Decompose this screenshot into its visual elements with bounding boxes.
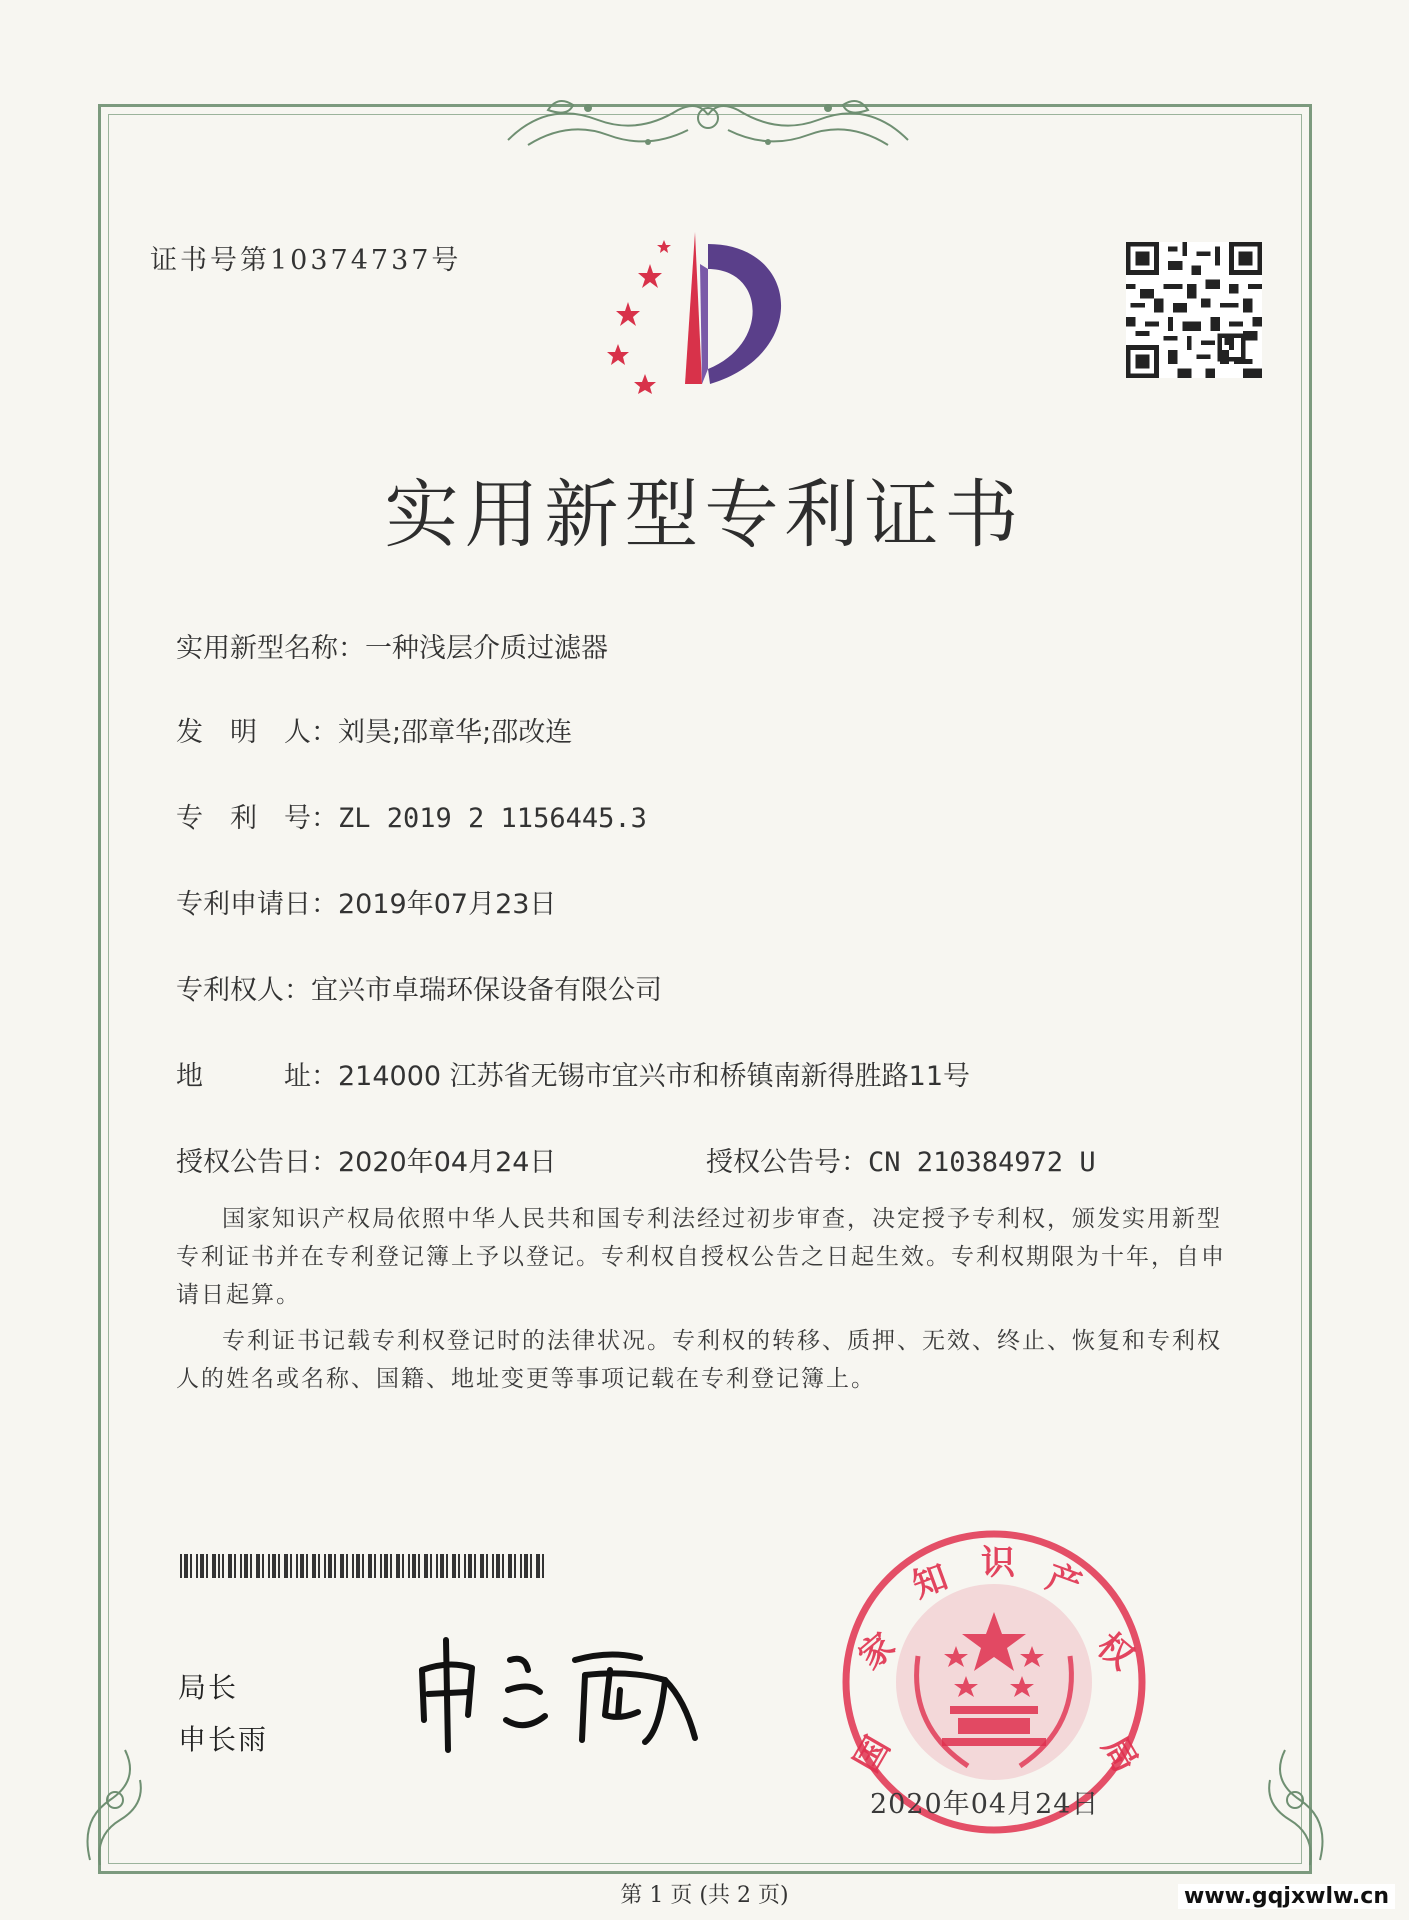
field-address-label: 地 址： — [176, 1061, 338, 1092]
svg-text:权: 权 — [1089, 1625, 1141, 1678]
field-inventors-label: 发 明 人： — [176, 717, 338, 748]
svg-text:国: 国 — [846, 1729, 899, 1780]
barcode-icon — [180, 1554, 548, 1578]
field-patentee-label: 专利权人： — [176, 975, 311, 1006]
cnipa-emblem-icon — [600, 224, 820, 394]
field-inventors-value: 刘昊;邵章华;邵改连 — [338, 717, 573, 748]
page-number: 第 1 页 (共 2 页) — [620, 1883, 789, 1908]
qr-code-icon — [1126, 242, 1262, 378]
legal-paragraph-2: 专利证书记载专利权登记时的法律状况。专利权的转移、质押、无效、终止、恢复和专利权人的姓名或名称、国籍、地址变更等事项记载在专利登记簿上。 — [176, 1328, 1222, 1392]
field-name-value: 一种浅层介质过滤器 — [365, 633, 608, 664]
field-patentee — [176, 968, 662, 1007]
field-patent-no-label: 专 利 号： — [176, 803, 338, 834]
director-signature — [410, 1620, 710, 1760]
seal-date: 2020年04月24日 — [870, 1789, 1100, 1820]
field-announce-date — [176, 1140, 556, 1179]
field-announce-no-label: 授权公告号： — [706, 1147, 868, 1178]
svg-text:知: 知 — [907, 1557, 954, 1607]
svg-text:识: 识 — [981, 1543, 1015, 1583]
field-filing-date — [176, 882, 556, 921]
field-address-value: 214000 江苏省无锡市宜兴市和桥镇南新得胜路11号 — [338, 1061, 971, 1092]
field-announce-no — [706, 1140, 1096, 1179]
svg-text:家: 家 — [851, 1625, 903, 1678]
bottom-left-ornament-icon — [70, 1740, 160, 1870]
field-patentee-value: 宜兴市卓瑞环保设备有限公司 — [311, 975, 662, 1006]
director-name: 申长雨 — [178, 1723, 269, 1756]
svg-text:局: 局 — [1093, 1729, 1146, 1780]
field-announce-no-value: CN 210384972 U — [868, 1147, 1096, 1178]
legal-paragraph-1: 国家知识产权局依照中华人民共和国专利法经过初步审查，决定授予专利权，颁发实用新型专利证书并在专利登记簿上予以登记。专利权自授权公告之日起生效。专利权期限为十年，自申请日起算。 — [176, 1206, 1226, 1308]
field-filing-date-label: 专利申请日： — [176, 889, 338, 920]
field-announce-date-label: 授权公告日： — [176, 1147, 338, 1178]
field-patent-no — [176, 796, 647, 835]
field-inventors — [176, 710, 572, 749]
field-announce-date-value: 2020年04月24日 — [338, 1147, 557, 1178]
top-ornament-icon — [488, 80, 928, 160]
field-name — [176, 626, 608, 665]
site-watermark: www.gqjxwlw.cn — [1178, 1884, 1395, 1909]
svg-text:产: 产 — [1040, 1557, 1087, 1607]
certificate-title: 实用新型专利证书 — [384, 472, 1025, 558]
bottom-right-ornament-icon — [1250, 1740, 1340, 1870]
field-name-label: 实用新型名称： — [176, 633, 365, 664]
certificate-number: 证书号第10374737号 — [150, 245, 462, 276]
director-title: 局长 — [178, 1671, 239, 1704]
field-patent-no-value: ZL 2019 2 1156445.3 — [338, 803, 647, 834]
field-address — [176, 1054, 970, 1093]
field-filing-date-value: 2019年07月23日 — [338, 889, 557, 920]
